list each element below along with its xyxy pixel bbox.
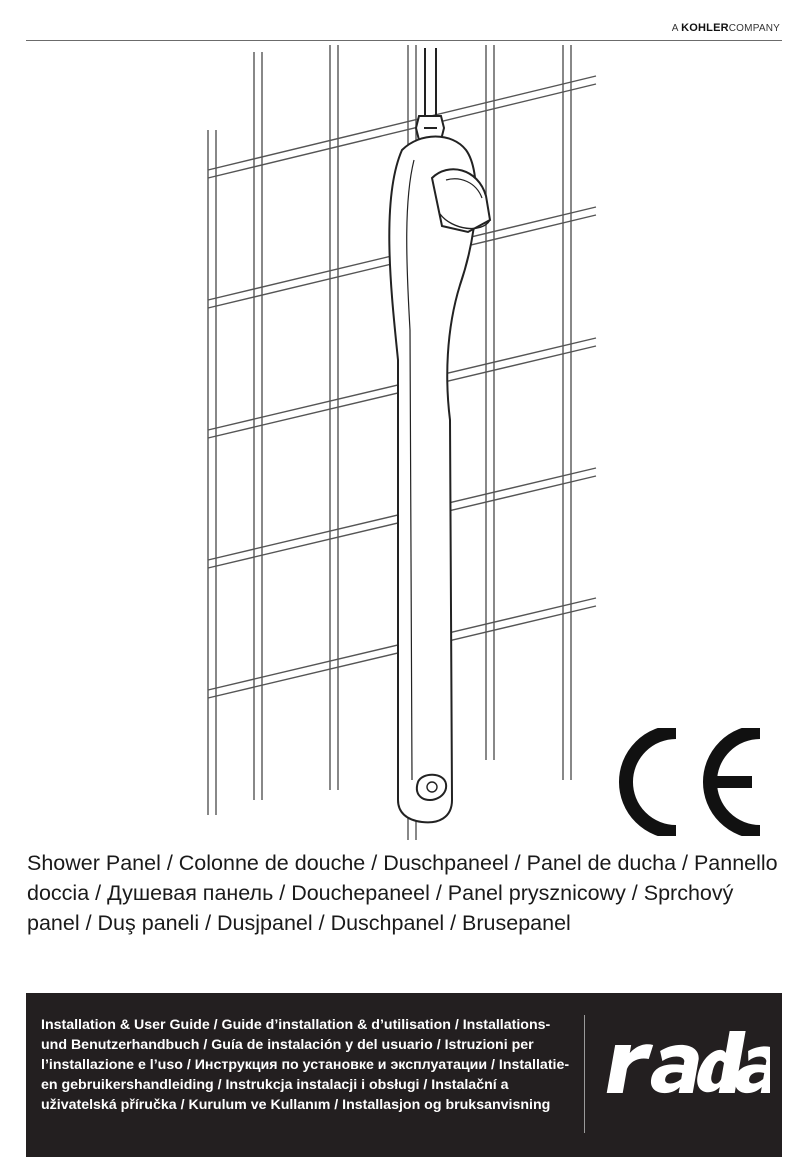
product-title: Shower Panel / Colonne de douche / Duschpaneel / Panel de ducha / Pannello doccia / Душевая панель / Douchepaneel / Panel prysznicowy / Sprchový panel / Duş paneli / Dusjpanel / Duschpanel / Brusepanel xyxy=(27,851,778,935)
brand-prefix: A xyxy=(671,23,679,34)
guide-title: Installation & User Guide / Guide d’installation & d’utilisation / Installations- und Benutzerhandbuch / Guía de instalación y del usuario / Istruzioni per l’installazione e l’uso / Инструкция по установке и эксплуатации / Installatie- en gebruikershandleiding / Instrukcja instalacji i obsługi / Instalační a uživatelská příručka / Kurulum ve Kullanım / Installasjon og bruksanvisning xyxy=(41,1017,570,1113)
rada-logo-icon xyxy=(598,1029,770,1105)
shower-panel-body xyxy=(389,48,490,822)
guide-title-band xyxy=(26,993,782,1157)
brand-name: KOHLER xyxy=(681,22,729,34)
brand-suffix: COMPANY xyxy=(728,23,780,34)
ce-mark-icon xyxy=(608,728,766,836)
band-divider xyxy=(584,1015,585,1133)
